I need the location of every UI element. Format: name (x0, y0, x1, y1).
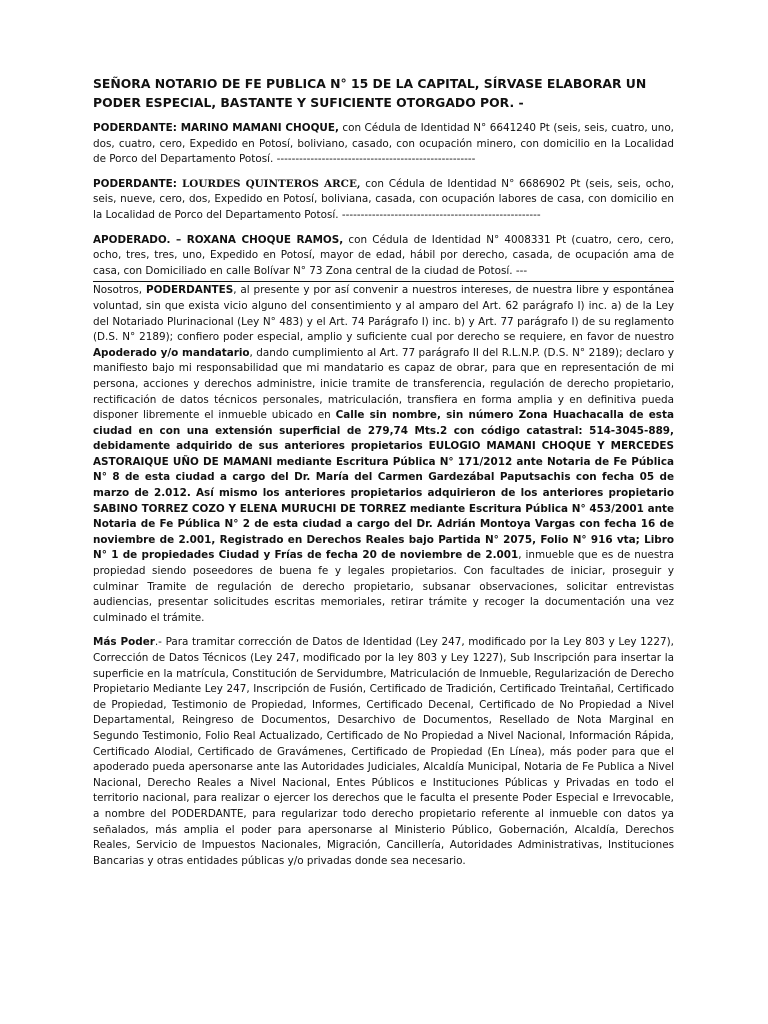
apoderado-paragraph (93, 233, 674, 280)
poderdante-2-name: LOURDES QUINTEROS ARCE, (181, 177, 361, 190)
poder-text-4: , inmueble que es de nuestra propiedad siendo poseedores de buena fe y legales propietarios. Con facultades de iniciar, proseguir y culminar Tramite de regulación de derecho propietario, subsanar observaciones, solicitar entrevistas audiencias, presentar solicitudes escritas memoriales, retirar trámite y recoger la documentación una vez culminado el trámite. (93, 549, 674, 624)
document-page (93, 74, 674, 878)
apoderado-text: con Cédula de Identidad N° 4008331 Pt (cuatro, cero, cero, ocho, tres, tres, uno, Expedido en Potosí, mayor de edad, hábil por derecho, casada, de ocupación ama de casa, con Domiciliado en calle Bolívar N° 73 Zona central de la ciudad de Potosí. --- (93, 233, 674, 277)
poderdante-2-label: PODERDANTE: (93, 177, 182, 190)
poder-text-2: , al presente y por así convenir a nuestros intereses, de nuestra libre y espontánea voluntad, sin que exista vicio alguno del consentimiento y al amparo del Art. 62 parágrafo I) inc. a) de la Ley del Notariado Plurinacional (Ley N° 483) y el Art. 74 Parágrafo I) inc. b) y Art. 77 parágrafo I) de su reglamento (D.S. N° 2189); confiero poder especial, amplio y suficiente cual por derecho se requiere, en favor de nuestro (93, 284, 674, 344)
poder-text-1: Nosotros, (93, 284, 146, 297)
section-divider (93, 281, 674, 282)
poder-bold-apoderado: Apoderado y/o mandatario (93, 346, 250, 359)
apoderado-name: APODERADO. – ROXANA CHOQUE RAMOS, (93, 233, 344, 246)
poder-main-paragraph (93, 283, 674, 626)
document-title: SEÑORA NOTARIO DE FE PUBLICA N° 15 DE LA CAPITAL, SÍRVASE ELABORAR UN PODER ESPECIAL, BASTANTE Y SUFICIENTE OTORGADO POR. - (93, 76, 647, 110)
mas-poder-text: .- Para tramitar corrección de Datos de Identidad (Ley 247, modificado por la Ley 803 y Ley 1227), Corrección de Datos Técnicos (Ley 247, modificado por la ley 803 y Ley 1227), Sub Inscripción para insertar la superficie en la matrícula, Constitución de Servidumbre, Matriculación de Inmueble, Regularización de Derecho Propietario Mediante Ley 247, Inscripción de Fusión, Certificado de Tradición, Certificado Treintañal, Certificado de Propiedad, Testimonio de Propiedad, Informes, Certificado Decenal, Certificado de No Propiedad a Nivel Departamental, Reingreso de Documentos, Desarchivo de Documentos, Resellado de Nota Marginal en Segundo Testimonio, Folio Real Actualizado, Certificado de No Propiedad a Nivel Nacional, Información Rápida, Certificado Alodial, Certificado de Gravámenes, Certificado de Propiedad (En Línea), más poder para que el apoderado pueda apersonarse ante las Autoridades Judiciales, Alcaldía Municipal, Notaria de Fe Publica a Nivel Nacional, Derecho Reales a Nivel Nacional, Entes Públicos e Instituciones Públicas y Privadas en todo el territorio nacional, para realizar o ejercer los derechos que le faculta el presente Poder Especial e Irrevocable, a nombre del PODERDANTE, para regularizar todo derecho propietario referente al inmueble con datos ya señalados, más amplia el poder para apersonarse al Ministerio Público, Gobernación, Alcaldía, Derechos Reales, Servicio de Impuestos Nacionales, Migración, Cancillería, Autoridades Administrativas, Instituciones Bancarias y otras entidades públicas y/o privadas donde sea necesario. (93, 636, 674, 867)
mas-poder-heading: Más Poder (93, 636, 155, 649)
poderdante-1-name: PODERDANTE: MARINO MAMANI CHOQUE, (93, 122, 339, 134)
poderdante-1-text: con Cédula de Identidad N° 6641240 Pt (seis, seis, cuatro, uno, dos, cuatro, cero, Expedido en Potosí, boliviano, casado, con ocupación minero, con domicilio en la Localidad de Porco del Departamento Potosí. ----------------------------------------------------- (93, 122, 674, 166)
mas-poder-paragraph (93, 635, 674, 869)
poderdante-2-text: con Cédula de Identidad N° 6686902 Pt (seis, seis, ocho, seis, nueve, cero, dos, Expedido en Potosí, boliviana, casada, con ocupación labores de casa, con domicilio en la Localidad de Porco del Departamento Potosí. ----------------------------------------------------- (93, 177, 675, 221)
poderdante-1-paragraph (93, 121, 674, 168)
poderdante-2-paragraph (93, 177, 674, 224)
poder-bold-poderdantes: PODERDANTES (145, 284, 234, 297)
poder-text-3: , dando cumplimiento al Art. 77 parágrafo II del R.L.N.P. (D.S. N° 2189); declaro y manifiesto bajo mi responsabilidad que mi mandatario es capaz de obrar, para que en representación de mi persona, acciones y derechos administre, inicie tramite de transferencia, regulación de derecho propietario, rectificación de datos técnicos personales, matriculación, transfiera en forma amplia y en definitiva pueda disponer libremente el inmueble ubicado en (93, 346, 674, 422)
poder-bold-inmueble: Calle sin nombre, sin número Zona Huachacalla de esta ciudad en con una extensión superficial de 279,74 Mts.2 con código catastral: 514-3045-889, debidamente adquirido de sus anteriores propietarios EULOGIO MAMANI CHOQUE Y MERCEDES ASTORAIQUE UÑO DE MAMANI mediante Escritura Pública N° 171/2012 ante Notaria de Fe Pública N° 8 de esta ciudad a cargo del Dr. María del Carmen Gardezábal Paputsachis con fecha 05 de marzo de 2.012. Así mismo los anteriores propietarios adquirieron de los anteriores propietario SABINO TORREZ COZO Y ELENA MURUCHI DE TORREZ mediante Escritura Pública N° 453/2001 ante Notaria de Fe Pública N° 2 de esta ciudad a cargo del Dr. Adrián Montoya Vargas con fecha 16 de noviembre de 2.001, Registrado en Derechos Reales bajo Partida N° 2075, Folio N° 916 vta; Libro N° 1 de propiedades Ciudad y Frías de fecha 20 de noviembre de 2.001 (93, 409, 674, 562)
